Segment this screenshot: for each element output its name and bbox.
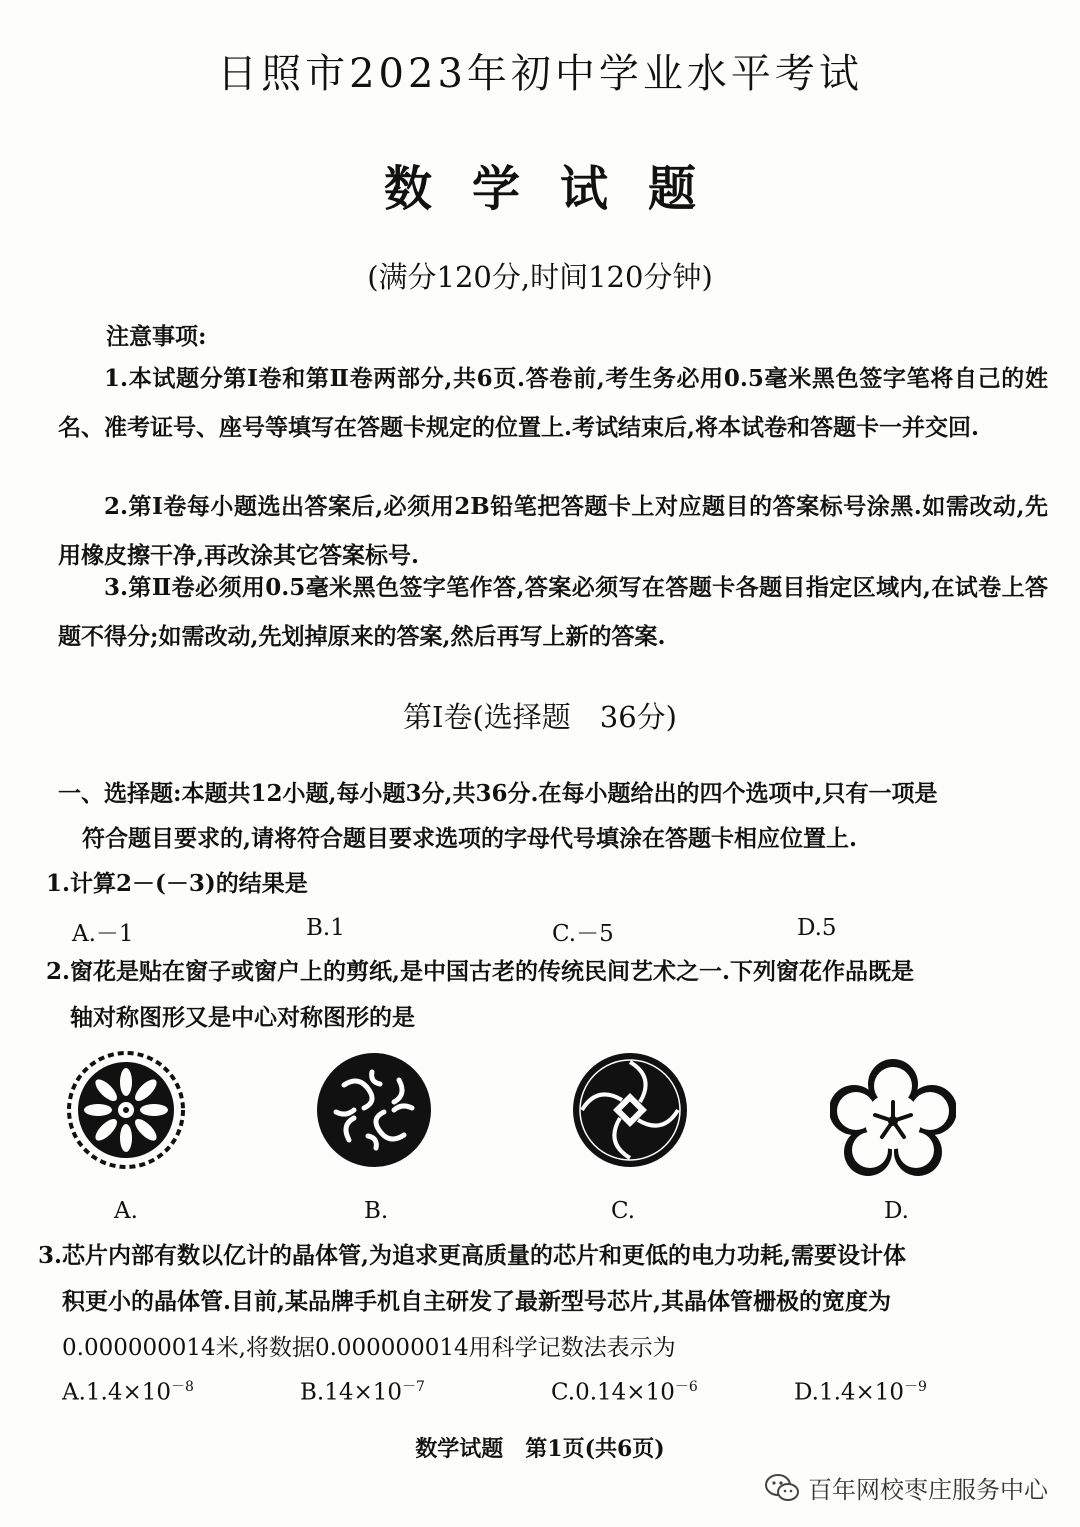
q1-option-b: B.1 <box>306 915 345 941</box>
section-instruction-line1: 一、选择题:本题共12小题,每小题3分,共36分.在每小题给出的四个选项中,只有一项是 <box>58 780 938 807</box>
question-2-stem-line2: 轴对称图形又是中心对称图形的是 <box>70 1004 415 1031</box>
notice-item-3: 3.第Ⅱ卷必须用0.5毫米黑色签字笔作答,答案必须写在答题卡各题目指定区域内,在试卷上答题不得分;如需改动,先划掉原来的答案,然后再写上新的答案. <box>58 574 1048 650</box>
exam-subtitle: (满分120分,时间120分钟) <box>367 260 713 294</box>
q1-option-c: C.－5 <box>552 921 614 947</box>
section-title: 第Ⅰ卷(选择题 36分) <box>403 700 677 734</box>
figure-label-c: C. <box>611 1198 636 1224</box>
page-title: 数学试题 <box>383 161 736 217</box>
q3-option-a: $A.1.4\times 10^{-8}$ <box>62 1379 194 1406</box>
question-3-stem-line1: 3.芯片内部有数以亿计的晶体管,为追求更高质量的芯片和更低的电力功耗,需要设计体 <box>38 1242 907 1269</box>
figure-label-b: B. <box>364 1198 389 1224</box>
page-footer: 数学试题 第1页(共6页) <box>415 1436 665 1462</box>
papercut-figure-d <box>830 1058 956 1176</box>
papercut-figure-b <box>314 1050 434 1170</box>
watermark-text: 百年网校枣庄服务中心 <box>808 1476 1048 1504</box>
papercut-figure-c <box>570 1050 690 1170</box>
question-3-stem-line2: 积更小的晶体管.目前,某品牌手机自主研发了最新型号芯片,其晶体管栅极的宽度为 <box>62 1288 892 1315</box>
notice-heading: 注意事项: <box>106 323 207 350</box>
q1-option-a: A.－1 <box>72 921 134 947</box>
wechat-icon <box>764 1473 800 1503</box>
q1-option-d: D.5 <box>797 915 837 941</box>
exam-header: 日照市2023年初中学业水平考试 <box>217 51 863 97</box>
q3-option-d: $D.1.4\times 10^{-9}$ <box>794 1379 927 1406</box>
figure-label-d: D. <box>884 1198 909 1224</box>
notice-item-2: 2.第Ⅰ卷每小题选出答案后,必须用2B铅笔把答题卡上对应题目的答案标号涂黑.如需改动,先用橡皮擦干净,再改涂其它答案标号. <box>58 493 1048 569</box>
question-3-stem-line3: 0.000000014米,将数据0.000000014用科学记数法表示为 <box>62 1335 676 1361</box>
papercut-figure-a <box>66 1050 186 1170</box>
q3-option-b: $B.14\times 10^{-7}$ <box>300 1379 425 1406</box>
notice-item-1: 1.本试题分第Ⅰ卷和第Ⅱ卷两部分,共6页.答卷前,考生务必用0.5毫米黑色签字笔将自己的姓名、准考证号、座号等填写在答题卡规定的位置上.考试结束后,将本试卷和答题卡一并交回. <box>58 365 1048 441</box>
section-instruction-line2: 符合题目要求的,请将符合题目要求选项的字母代号填涂在答题卡相应位置上. <box>82 825 858 852</box>
q3-option-c: $C.0.14\times 10^{-6}$ <box>551 1379 698 1406</box>
watermark <box>764 1470 1048 1505</box>
figure-label-a: A. <box>114 1198 138 1224</box>
question-2-stem-line1: 2.窗花是贴在窗子或窗户上的剪纸,是中国古老的传统民间艺术之一.下列窗花作品既是 <box>46 958 915 985</box>
question-1-stem: 1.计算2－(－3)的结果是 <box>46 870 308 897</box>
